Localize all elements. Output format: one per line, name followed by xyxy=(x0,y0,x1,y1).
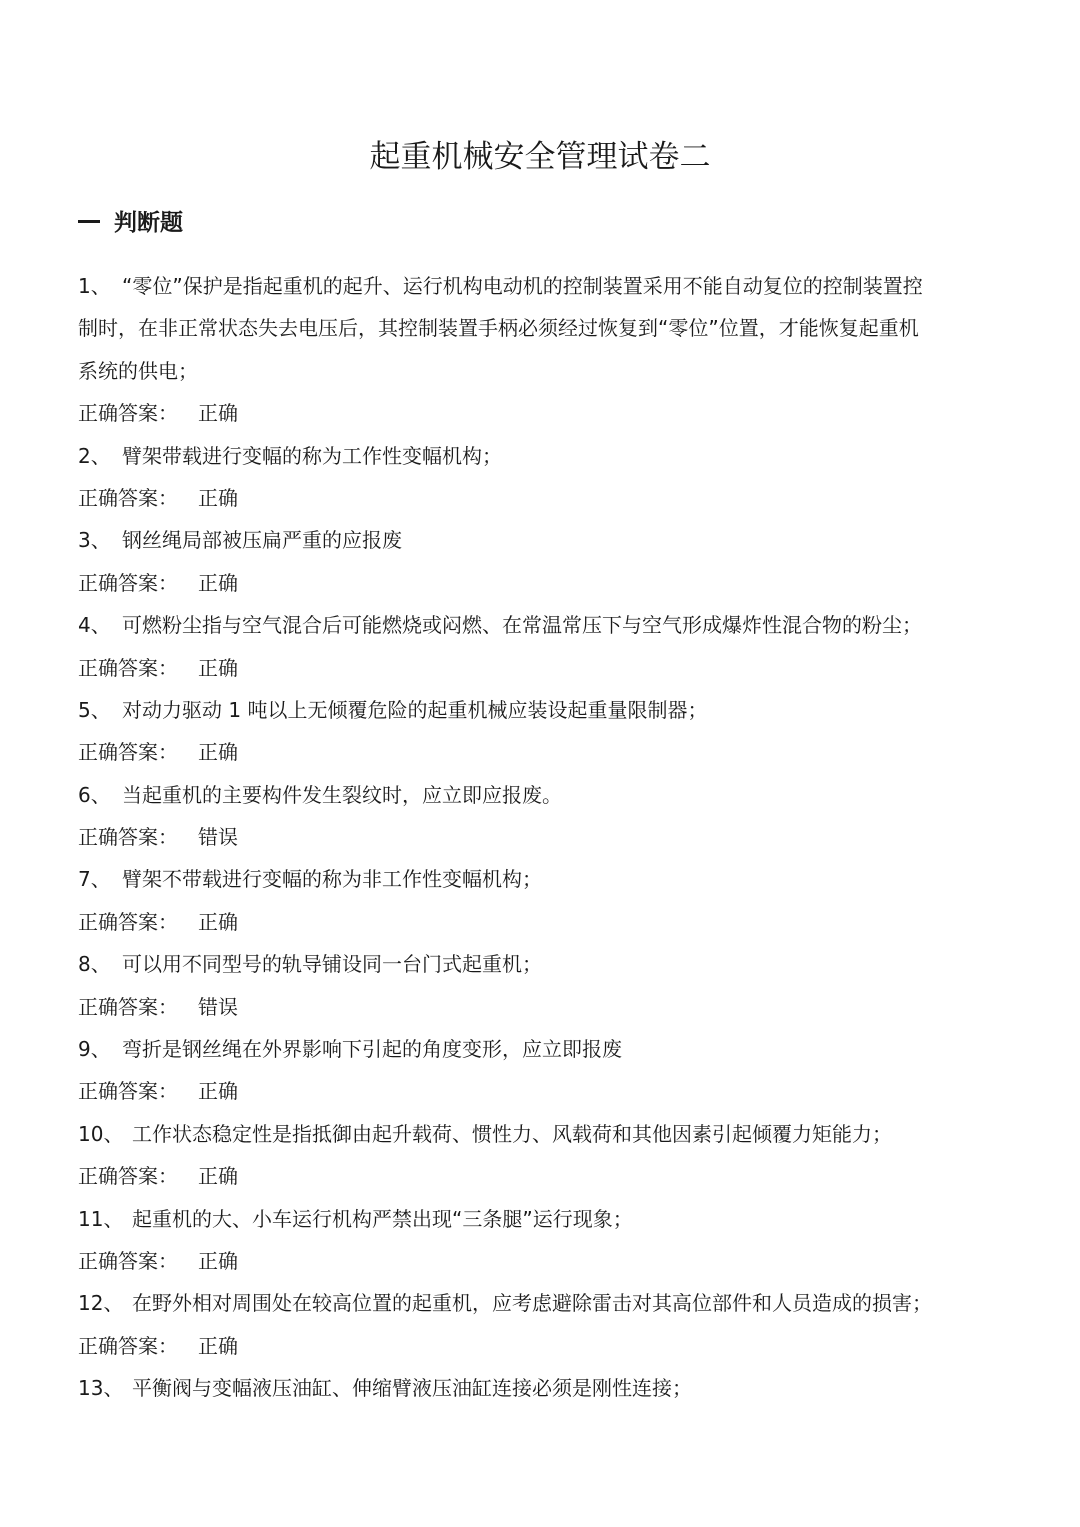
question-text-line xyxy=(78,265,1008,307)
answer-label: 正确答案： xyxy=(78,1333,178,1358)
question-item xyxy=(78,265,1008,435)
question-text-line xyxy=(78,1282,1008,1324)
answer-value: 错误 xyxy=(198,825,238,850)
question-number: 9、 xyxy=(78,1037,111,1062)
question-text: 在野外相对周围处在较高位置的起重机，应考虑避除雷击对其高位部件和人员造成的损害； xyxy=(132,1291,932,1316)
question-text: 臂架带载进行变幅的称为工作性变幅机构； xyxy=(122,443,502,468)
answer-label: 正确答案： xyxy=(78,825,178,850)
question-text: 系统的供电； xyxy=(78,358,198,383)
section-heading xyxy=(78,205,183,241)
section-marker xyxy=(78,220,100,223)
answer-value: 正确 xyxy=(198,485,238,510)
question-item xyxy=(78,774,1008,859)
question-item xyxy=(78,1198,1008,1283)
answer-line xyxy=(78,477,1008,519)
question-number: 12、 xyxy=(78,1291,124,1316)
answer-label: 正确答案： xyxy=(78,401,178,426)
answer-line xyxy=(78,562,1008,604)
answer-line xyxy=(78,1155,1008,1197)
question-text: 当起重机的主要构件发生裂纹时，应立即应报废。 xyxy=(122,782,562,807)
question-text-line xyxy=(78,435,1008,477)
answer-value: 正确 xyxy=(198,570,238,595)
answer-line xyxy=(78,901,1008,943)
question-text-line xyxy=(78,858,1008,900)
question-number: 4、 xyxy=(78,613,111,638)
question-number: 11、 xyxy=(78,1206,124,1231)
answer-value: 正确 xyxy=(198,1333,238,1358)
answer-value: 正确 xyxy=(198,1248,238,1273)
question-number: 6、 xyxy=(78,782,111,807)
question-text: 臂架不带载进行变幅的称为非工作性变幅机构； xyxy=(122,867,542,892)
question-text-line xyxy=(78,1028,1008,1070)
answer-line xyxy=(78,392,1008,434)
answer-line xyxy=(78,816,1008,858)
question-text-line xyxy=(78,1113,1008,1155)
question-text: 起重机的大、小车运行机构严禁出现“三条腿”运行现象； xyxy=(132,1206,633,1231)
answer-value: 正确 xyxy=(198,909,238,934)
question-item xyxy=(78,1028,1008,1113)
answer-line xyxy=(78,1070,1008,1112)
answer-value: 正确 xyxy=(198,1164,238,1189)
answer-label: 正确答案： xyxy=(78,655,178,680)
question-item xyxy=(78,1113,1008,1198)
question-text-line xyxy=(78,519,1008,561)
question-item xyxy=(78,1282,1008,1367)
answer-label: 正确答案： xyxy=(78,740,178,765)
question-text: 可燃粉尘指与空气混合后可能燃烧或闷燃、在常温常压下与空气形成爆炸性混合物的粉尘； xyxy=(122,613,922,638)
question-number: 7、 xyxy=(78,867,111,892)
question-text: 弯折是钢丝绳在外界影响下引起的角度变形，应立即报废 xyxy=(122,1037,622,1062)
question-number: 1、 xyxy=(78,274,111,298)
question-number: 13、 xyxy=(78,1376,124,1401)
question-item xyxy=(78,519,1008,604)
question-text: 钢丝绳局部被压扁严重的应报废 xyxy=(122,528,402,553)
answer-label: 正确答案： xyxy=(78,570,178,595)
question-number: 3、 xyxy=(78,528,111,553)
question-text: “零位”保护是指起重机的起升、运行机构电动机的控制装置采用不能自动复位的控制装置控 xyxy=(122,274,923,298)
answer-line xyxy=(78,986,1008,1028)
question-text-line xyxy=(78,689,1008,731)
answer-line xyxy=(78,1240,1008,1282)
question-list xyxy=(78,265,1008,1410)
answer-label: 正确答案： xyxy=(78,909,178,934)
question-item xyxy=(78,435,1008,520)
question-text: 制时，在非正常状态失去电压后，其控制装置手柄必须经过恢复到“零位”位置，才能恢复起重机 xyxy=(78,316,919,341)
question-text: 对动力驱动 1 吨以上无倾覆危险的起重机械应装设起重量限制器； xyxy=(122,697,708,722)
question-number: 2、 xyxy=(78,443,111,468)
answer-value: 正确 xyxy=(198,740,238,765)
answer-line xyxy=(78,731,1008,773)
page-title: 起重机械安全管理试卷二 xyxy=(369,139,711,175)
question-text-line xyxy=(78,943,1008,985)
answer-label: 正确答案： xyxy=(78,1164,178,1189)
answer-line xyxy=(78,1325,1008,1367)
section-heading-text: 判断题 xyxy=(114,210,183,236)
answer-value: 正确 xyxy=(198,1079,238,1104)
question-item xyxy=(78,1367,1008,1409)
question-text-continuation xyxy=(78,350,1008,392)
question-item xyxy=(78,943,1008,1028)
question-item xyxy=(78,604,1008,689)
question-text-continuation xyxy=(78,307,1008,349)
answer-value: 正确 xyxy=(198,655,238,680)
question-item xyxy=(78,858,1008,943)
question-number: 5、 xyxy=(78,697,111,722)
question-text: 平衡阀与变幅液压油缸、伸缩臂液压油缸连接必须是刚性连接； xyxy=(132,1376,692,1401)
question-text: 可以用不同型号的轨导铺设同一台门式起重机； xyxy=(122,952,542,977)
answer-label: 正确答案： xyxy=(78,1079,178,1104)
question-number: 8、 xyxy=(78,952,111,977)
answer-value: 错误 xyxy=(198,994,238,1019)
question-item xyxy=(78,689,1008,774)
answer-value: 正确 xyxy=(198,401,238,426)
question-number: 10、 xyxy=(78,1121,124,1146)
question-text-line xyxy=(78,1367,1008,1409)
question-text-line xyxy=(78,1198,1008,1240)
answer-label: 正确答案： xyxy=(78,1248,178,1273)
answer-label: 正确答案： xyxy=(78,485,178,510)
answer-label: 正确答案： xyxy=(78,994,178,1019)
question-text-line xyxy=(78,604,1008,646)
question-text-line xyxy=(78,774,1008,816)
question-text: 工作状态稳定性是指抵御由起升载荷、惯性力、风载荷和其他因素引起倾覆力矩能力； xyxy=(132,1121,892,1146)
answer-line xyxy=(78,647,1008,689)
